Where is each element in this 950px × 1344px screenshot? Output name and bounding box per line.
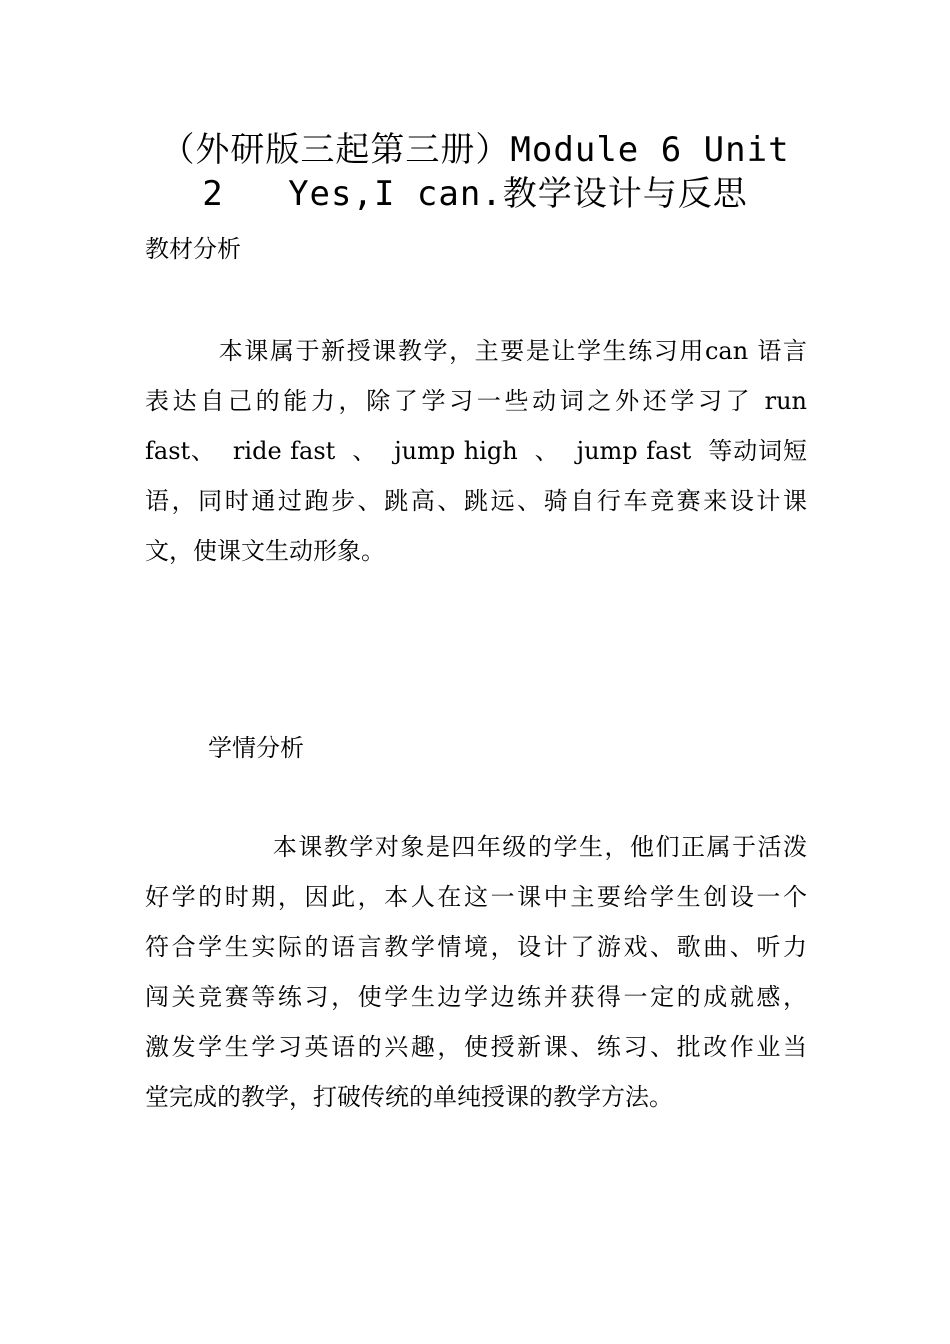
paragraph-line: 本课属于新授课教学，主要是让学生练习用can 语言 <box>145 337 807 365</box>
paragraph-line: 文，使课文生动形象。 <box>145 537 385 565</box>
paragraph-materials-analysis <box>145 326 807 576</box>
document-title <box>120 128 830 216</box>
title-line-2: 2 Yes,I can.教学设计与反思 <box>202 174 748 214</box>
section-heading-learners: 学情分析 <box>208 734 304 762</box>
paragraph-line: 语，同时通过跑步、跳高、跳远、骑自行车竞赛来设计课 <box>145 487 807 515</box>
paragraph-line: 符合学生实际的语言教学情境，设计了游戏、歌曲、听力 <box>145 933 807 961</box>
paragraph-line: 好学的时期，因此，本人在这一课中主要给学生创设一个 <box>145 883 807 911</box>
paragraph-learner-analysis <box>145 822 807 1122</box>
paragraph-line: 激发学生学习英语的兴趣，使授新课、练习、批改作业当 <box>145 1033 807 1061</box>
paragraph-line: 表达自己的能力，除了学习一些动词之外还学习了 run <box>145 387 807 415</box>
paragraph-line: 本课教学对象是四年级的学生，他们正属于活泼 <box>145 833 807 861</box>
paragraph-line: fast、 ride fast 、 jump high 、 jump fast 等动词短 <box>145 437 807 465</box>
title-line-1: （外研版三起第三册）Module 6 Unit <box>160 130 790 170</box>
paragraph-line: 堂完成的教学，打破传统的单纯授课的教学方法。 <box>145 1083 673 1111</box>
paragraph-line: 闯关竞赛等练习，使学生边学边练并获得一定的成就感， <box>145 983 807 1011</box>
section-heading-materials: 教材分析 <box>145 235 241 263</box>
